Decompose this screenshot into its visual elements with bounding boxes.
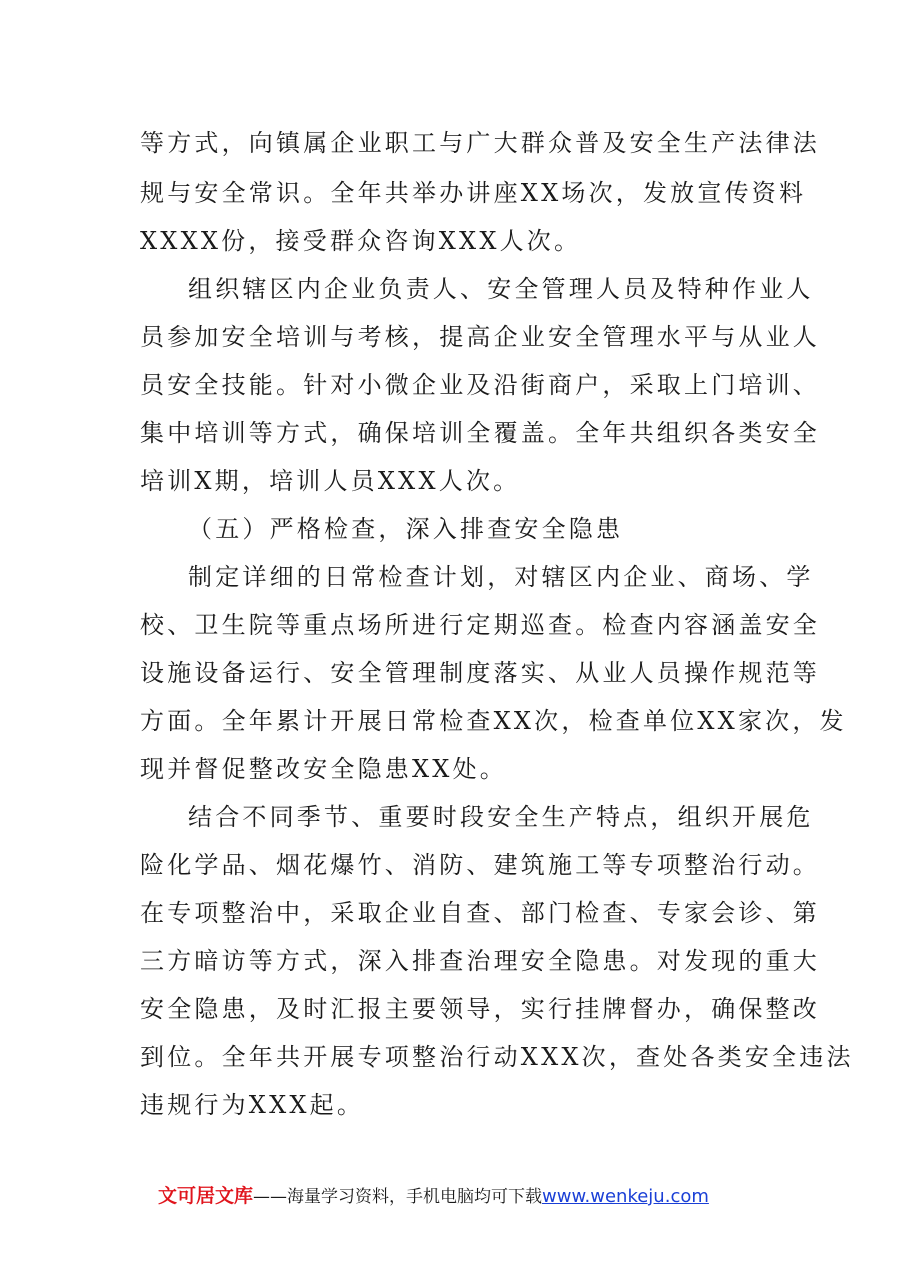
paragraph-line: 险化学品、烟花爆竹、消防、建筑施工等专项整治行动。 [140, 851, 820, 879]
paragraph-line: 方面。全年累计开展日常检查XX次，检查单位XX家次，发 [140, 707, 847, 735]
paragraph-line: 到位。全年共开展专项整治行动XXX次，查处各类安全违法 [140, 1043, 854, 1071]
paragraph-line: 员安全技能。针对小微企业及沿街商户，采取上门培训、 [140, 371, 820, 399]
paragraph-line: 制定详细的日常检查计划，对辖区内企业、商场、学 [188, 563, 814, 591]
footer-brand: 文可居文库 [158, 1185, 254, 1207]
paragraph-line: 安全隐患，及时汇报主要领导，实行挂牌督办，确保整改 [140, 995, 820, 1023]
paragraph-line: 等方式，向镇属企业职工与广大群众普及安全生产法律法 [140, 129, 820, 157]
footer [158, 1183, 709, 1209]
paragraph-line: 规与安全常识。全年共举办讲座XX场次，发放宣传资料 [140, 179, 807, 207]
paragraph-line: 结合不同季节、重要时段安全生产特点，组织开展危 [188, 803, 814, 831]
footer-slogan: ——海量学习资料，手机电脑均可下载 [253, 1187, 543, 1207]
paragraph-line: 三方暗访等方式，深入排查治理安全隐患。对发现的重大 [140, 947, 820, 975]
paragraph-line: 培训X期，培训人员XXX人次。 [140, 467, 521, 495]
paragraph-line: 现并督促整改安全隐患XX处。 [140, 755, 507, 783]
paragraph-line: 组织辖区内企业负责人、安全管理人员及特种作业人 [188, 275, 814, 303]
paragraph-line: 集中培训等方式，确保培训全覆盖。全年共组织各类安全 [140, 419, 820, 447]
paragraph-line: XXXX份，接受群众咨询XXX人次。 [140, 227, 582, 255]
paragraph-line: 员参加安全培训与考核，提高企业安全管理水平与从业人 [140, 323, 820, 351]
paragraph-line: 校、卫生院等重点场所进行定期巡查。检查内容涵盖安全 [140, 611, 820, 639]
paragraph-line: 设施设备运行、安全管理制度落实、从业人员操作规范等 [140, 659, 820, 687]
paragraph-line: 违规行为XXX起。 [140, 1091, 365, 1119]
footer-url-link[interactable]: www.wenkeju.com [542, 1186, 709, 1207]
section-heading: （五）严格检查，深入排查安全隐患 [188, 515, 624, 543]
paragraph-line: 在专项整治中，采取企业自查、部门检查、专家会诊、第 [140, 899, 820, 927]
